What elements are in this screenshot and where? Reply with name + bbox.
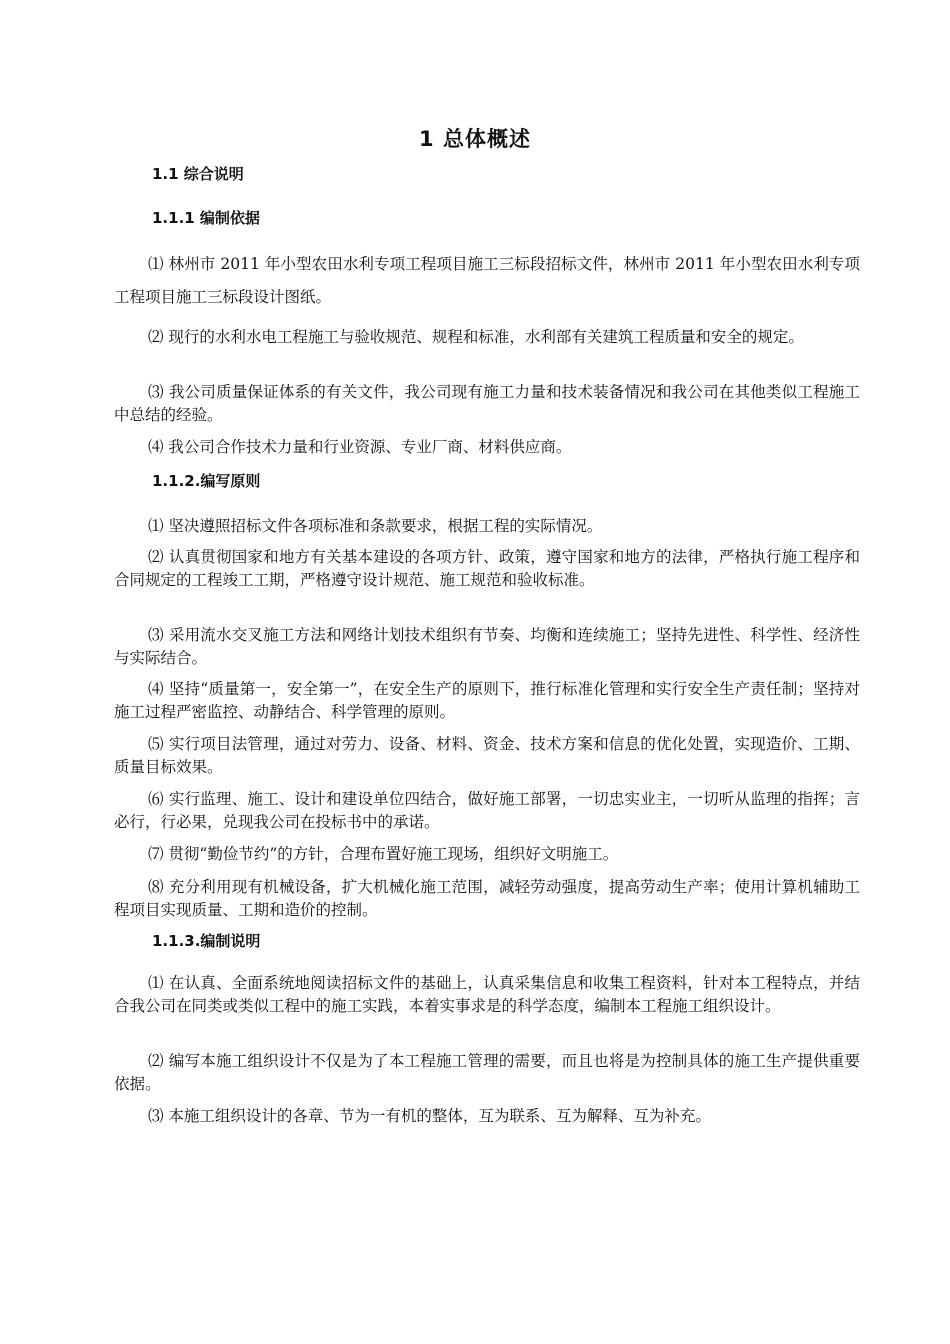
basis-paragraph-1: ⑴ 林州市 2011 年小型农田水利专项工程项目施工三标段招标文件，林州市 2011 年小型农田水利专项工程项目施工三标段设计图纸。 (114, 255, 860, 306)
basis-paragraph-2: ⑵ 现行的水利水电工程施工与验收规范、规程和标准，水利部有关建筑工程质量和安全的规定。 (148, 328, 804, 346)
section-heading-1-1-2: 1.1.2.编写原则 (152, 472, 261, 490)
principle-paragraph-8: ⑻ 充分利用现有机械设备，扩大机械化施工范围，减轻劳动强度，提高劳动生产率；使用计算机辅助工程项目实现质量、工期和造价的控制。 (114, 878, 860, 919)
principle-paragraph-6: ⑹ 实行监理、施工、设计和建设单位四结合，做好施工部署，一切忠实业主，一切听从监理的指挥；言必行，行必果，兑现我公司在投标书中的承诺。 (114, 790, 860, 831)
principle-paragraph-2: ⑵ 认真贯彻国家和地方有关基本建设的各项方针、政策，遵守国家和地方的法律，严格执行施工程序和合同规定的工程竣工工期，严格遵守设计规范、施工规范和验收标准。 (114, 548, 860, 589)
document-title: 1 总体概述 (419, 127, 531, 151)
section-heading-1-1-3: 1.1.3.编制说明 (152, 932, 261, 950)
principle-paragraph-4: ⑷ 坚持“质量第一，安全第一”，在安全生产的原则下，推行标准化管理和实行安全生产责任制；坚持对施工过程严密监控、动静结合、科学管理的原则。 (114, 680, 860, 721)
basis-paragraph-3: ⑶ 我公司质量保证体系的有关文件，我公司现有施工力量和技术装备情况和我公司在其他类似工程施工中总结的经验。 (114, 383, 860, 424)
explanation-paragraph-1: ⑴ 在认真、全面系统地阅读招标文件的基础上，认真采集信息和收集工程资料，针对本工程特点，并结合我公司在同类或类似工程中的施工实践，本着实事求是的科学态度，编制本工程施工组织设计。 (114, 974, 860, 1015)
principle-paragraph-1: ⑴ 坚决遵照招标文件各项标准和条款要求，根据工程的实际情况。 (148, 517, 603, 535)
explanation-paragraph-2: ⑵ 编写本施工组织设计不仅是为了本工程施工管理的需要，而且也将是为控制具体的施工生产提供重要依据。 (114, 1052, 860, 1093)
principle-paragraph-7: ⑺ 贯彻“勤俭节约”的方针，合理布置好施工现场，组织好文明施工。 (148, 845, 619, 863)
section-heading-1-1-1: 1.1.1 编制依据 (152, 209, 260, 227)
section-heading-1-1: 1.1 综合说明 (152, 165, 244, 183)
explanation-paragraph-3: ⑶ 本施工组织设计的各章、节为一有机的整体，互为联系、互为解释、互为补充。 (148, 1107, 711, 1125)
principle-paragraph-3: ⑶ 采用流水交叉施工方法和网络计划技术组织有节奏、均衡和连续施工；坚持先进性、科学性、经济性与实际结合。 (114, 626, 860, 667)
basis-paragraph-4: ⑷ 我公司合作技术力量和行业资源、专业厂商、材料供应商。 (148, 438, 572, 456)
principle-paragraph-5: ⑸ 实行项目法管理，通过对劳力、设备、材料、资金、技术方案和信息的优化处置，实现造价、工期、质量目标效果。 (114, 735, 860, 776)
